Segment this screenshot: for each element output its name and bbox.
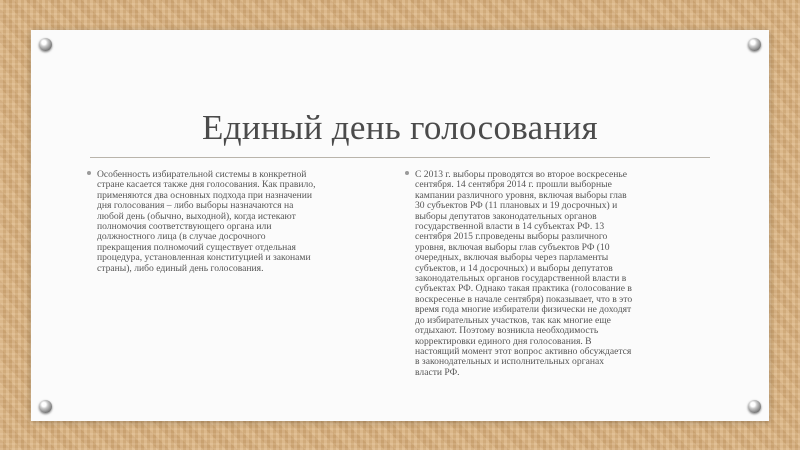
left-column-text: Особенность избирательной системы в конкретной стране касается также дня голосования. Как правило, применяются два основных подхода при назначении дня голосования – либо выборы назначаются на любой день (обычно, выходной), когда истекают полномочия соответствующего органа или должностного лица (в случае досрочного прекращения полномочий существует отдельная процедура, установленная конституцией и законами страны), либо единый день голосования. (97, 169, 316, 274)
slide-card (31, 30, 769, 421)
bullet-dot-icon (87, 171, 91, 175)
pushpin-icon (748, 38, 761, 51)
slide-title: Единый день голосования (202, 108, 598, 147)
right-column-text: С 2013 г. выборы проводятся во второе воскресенье сентября. 14 сентября 2014 г. прошли выборные кампании различного уровня, включая выборы глав 30 субъектов РФ (11 плановых и 19 досрочных) и выборы депутатов законодательных органов государственной власти в 14 субъектах РФ. 13 сентября 2015 г.проведены выборы различного уровня, включая выборы глав субъектов РФ (10 очередных, включая выборы через парламенты субъектов, и 14 досрочных) и выборы депутатов законодательных органов государственной власти в субъектах РФ. Однако такая практика (голосование в воскресенье в начале сентября) показывает, что в это время года многие избиратели физически не доходят до избирательных участков, так как многие еще отдыхают. Поэтому возникла необходимость корректировки единого дня голосования. В настоящий момент этот вопрос активно обсуждается в законодательных и исполнительных органах власти РФ. (415, 169, 633, 378)
pushpin-icon (748, 400, 761, 413)
pushpin-icon (39, 400, 52, 413)
title-divider (90, 157, 710, 158)
pushpin-icon (39, 38, 52, 51)
bullet-dot-icon (405, 171, 409, 175)
